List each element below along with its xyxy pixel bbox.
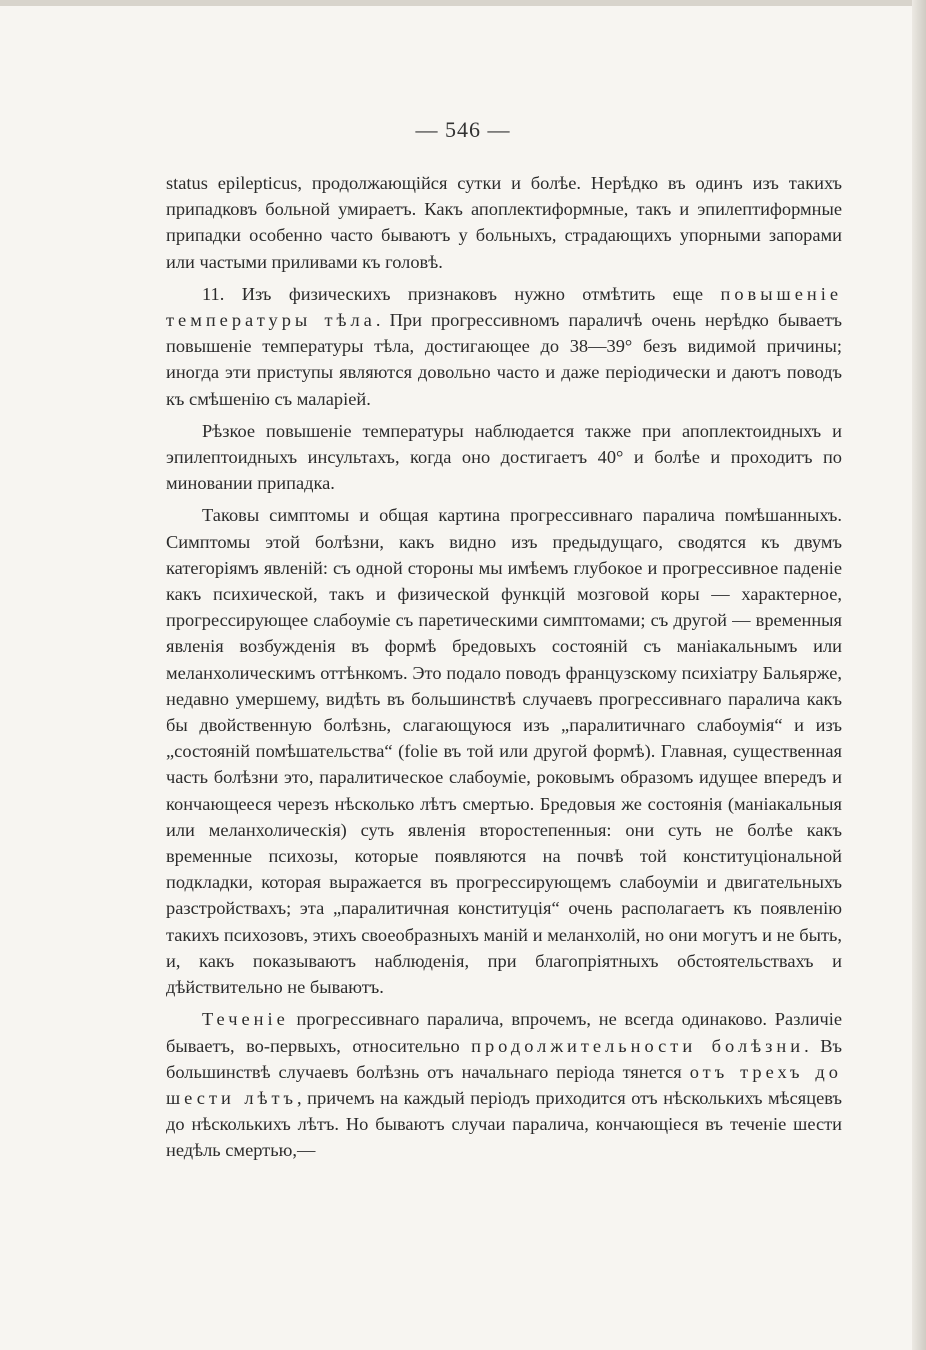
text-segment: Рѣзкое повышеніе температуры наблюдается также при апоплектоидныхъ и эпилептоидныхъ инсультахъ, когда оно достигаетъ 40° и болѣе и проходитъ по миновании припадка. [166, 420, 842, 494]
paragraph-5 [166, 1006, 842, 1163]
spaced-emphasis: Теченіе [202, 1009, 289, 1030]
text-segment: . Въ большинствѣ случаевъ болѣзнь отъ начальнаго періода тянется [166, 1035, 842, 1082]
text-segment: Таковы симптомы и общая картина прогрессивнаго паралича помѣшанныхъ. Симптомы этой болѣзни, какъ видно изъ предыдущаго, сводятся къ двумъ категоріямъ явленій: съ одной стороны мы имѣемъ глубокое и прогрессивное паденіе какъ психической, такъ и физической функцій мозговой коры — характерное, прогрессирующее слабоуміе съ паретическими симптомами; съ другой — временныя явленія возбужденія въ формѣ бредовыхъ состояній съ маніакальнымъ или меланхолическимъ оттѣнкомъ. Это подало поводъ французскому психіатру Бальярже, недавно умершему, видѣть въ большинствѣ случаевъ прогрессивнаго паралича какъ бы двойственную болѣзнь, слагающуюся изъ „паралитичнаго слабоумія“ и изъ „состояній помѣшательства“ (folie въ той или другой формѣ). Главная, существенная часть болѣзни это, паралитическое слабоуміе, роковымъ образомъ идущее впередъ и кончающееся черезъ нѣсколько лѣтъ смертью. Бредовыя же состоянія (маніакальныя или меланхолическія) суть явленія второстепенныя: они суть не болѣе какъ временные психозы, которые появляются на почвѣ той конституціональной подкладки, которая выражается въ прогрессирующемъ слабоуміи и двигательныхъ разстройствахъ; эта „паралитичная конституція“ очень располагаетъ къ появленію такихъ психозовъ, этихъ своеобразныхъ маній и меланхолій, но они могутъ и не быть, и, какъ показываютъ наблюденія, при благопріятныхъ обстоятельствахъ и дѣйствительно не бываютъ. [166, 505, 842, 998]
scan-edge-right [912, 0, 926, 1350]
paragraph-3 [166, 418, 842, 497]
body-text [166, 170, 842, 1170]
spaced-emphasis: отъ трехъ до шести лѣтъ [166, 1061, 842, 1108]
text-segment: , причемъ на каждый періодъ приходится отъ нѣсколькихъ мѣсяцевъ до нѣсколькихъ лѣтъ. Но бываютъ случаи паралича, кончающіеся въ теченіе шести недѣль смертью,— [166, 1087, 842, 1161]
scan-edge-top [0, 0, 926, 6]
paragraph-1 [166, 170, 842, 275]
page-number: — 546 — [415, 117, 511, 142]
spaced-emphasis: продолжительности болѣзни [471, 1035, 805, 1056]
text-segment: 11. Изъ физическихъ признаковъ нужно отмѣтить еще [202, 283, 721, 304]
paragraph-4 [166, 502, 842, 1000]
text-segment: status epilepticus, продолжающійся сутки и болѣе. Нерѣдко въ одинъ изъ такихъ припадковъ больной умираетъ. Какъ апоплектиформные, такъ и эпилептиформные припадки особенно часто бываютъ у больныхъ, страдающихъ упорными запорами или частыми приливами къ головѣ. [166, 173, 842, 272]
spaced-emphasis: повышеніе температуры тѣла [166, 283, 842, 331]
text-segment: . При прогрессивномъ параличѣ очень нерѣдко бываетъ повышеніе температуры тѣла, достигающее до 38—39° безъ видимой причины; иногда эти приступы являются довольно часто и даже періодически и даютъ поводъ къ смѣшенію съ маларіей. [166, 310, 842, 409]
text-segment: прогрессивнаго паралича, впрочемъ, не всегда одинаково. Различіе бываетъ, во-первыхъ, относительно [166, 1009, 842, 1056]
paragraph-2 [166, 281, 842, 412]
